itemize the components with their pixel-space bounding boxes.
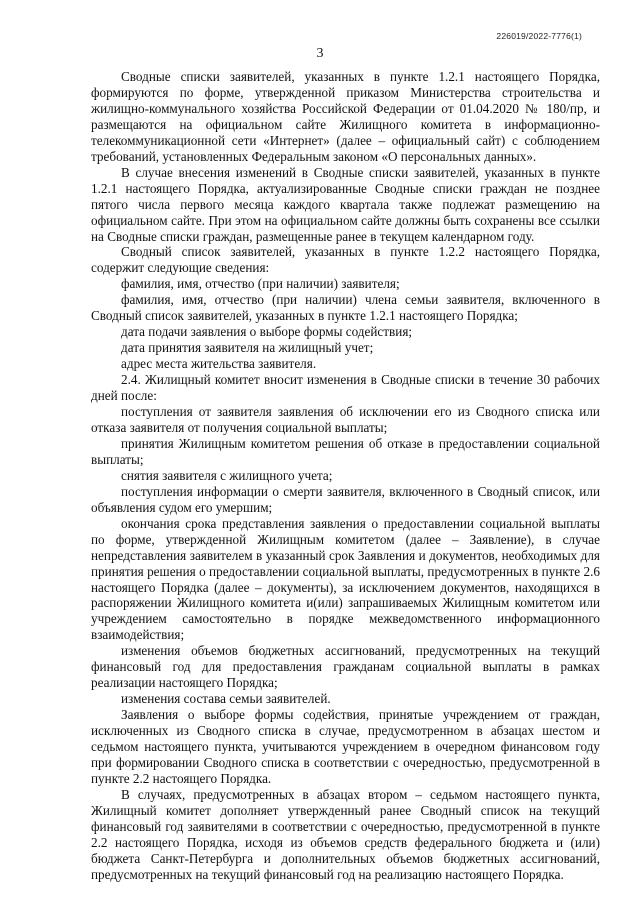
paragraph: Сводные списки заявителей, указанных в пункте 1.2.1 настоящего Порядка, формируются по форме, утвержденной приказом Министерства строительства и жилищно-коммунального хозяйства Российской Федерации от 01.04.2020 № 180/пр, и размещаются на официальном сайте Жилищного комитета в информационно-телекоммуникационной сети «Интернет» (далее – официальный сайт) с соблюдением требований, установленных Федеральным законом «О персональных данных». [91, 69, 600, 164]
list-item: поступления информации о смерти заявителя, включенного в Сводный список, или объявления судом его умершим; [91, 483, 600, 515]
list-item: изменения объемов бюджетных ассигнований, предусмотренных на текущий финансовый год для предоставления гражданам социальной выплаты в рамках реализации настоящего Порядка; [91, 643, 600, 691]
list-item: изменения состава семьи заявителей. [121, 691, 331, 707]
document-body [91, 69, 600, 883]
list-item: дата подачи заявления о выборе формы содействия; [121, 324, 413, 340]
paragraph: Заявления о выборе формы содействия, принятые учреждением от граждан, исключенных из Сводного списка в случае, предусмотренном в абзацах шестом и седьмом настоящего пункта, учитываются учреждением в очередном финансовом году при формировании Сводного списка в соответствии с очередностью, предусмотренной в пункте 2.2 настоящего Порядка. [91, 707, 600, 786]
paragraph: В случаях, предусмотренных в абзацах втором – седьмом настоящего пункта, Жилищный комитет дополняет утвержденный ранее Сводный список на текущий финансовый год заявителями в соответствии с очередностью, предусмотренной в пункте 2.2 настоящего Порядка, исходя из объемов средств федерального бюджета и (или) бюджета Санкт-Петербурга и дополнительных объемов бюджетных ассигнований, предусмотренных на текущий финансовый год на реализацию настоящего Порядка. [91, 786, 600, 882]
document-registration-number: 226019/2022-7776(1) [496, 31, 582, 41]
paragraph: Сводный список заявителей, указанных в пункте 1.2.2 настоящего Порядка, содержит следующие сведения: [91, 244, 600, 276]
list-item: фамилия, имя, отчество (при наличии) члена семьи заявителя, включенного в Сводный список заявителей, указанных в пункте 1.2.1 настоящего Порядка; [91, 292, 600, 324]
list-item: принятия Жилищным комитетом решения об отказе в предоставлении социальной выплаты; [91, 435, 600, 467]
list-item: снятия заявителя с жилищного учета; [121, 467, 333, 483]
list-item: фамилия, имя, отчество (при наличии) заявителя; [121, 276, 400, 292]
list-item: окончания срока представления заявления о предоставлении социальной выплаты по форме, утвержденной Жилищным комитетом (далее – Заявление), в случае непредставления заявителем в указанный срок Заявления и документов, необходимых для принятия решения о предоставлении социальной выплаты, предусмотренных в пункте 2.6 настоящего Порядка (далее – документы), за исключением документов, находящихся в распоряжении Жилищного комитета и(или) запрашиваемых Жилищным комитетом или учреждением самостоятельно в порядке межведомственного информационного взаимодействия; [91, 515, 600, 643]
list-item: поступления от заявителя заявления об исключении его из Сводного списка или отказа заявителя от получения социальной выплаты; [91, 404, 600, 435]
paragraph: В случае внесения изменений в Сводные списки заявителей, указанных в пункте 1.2.1 настоящего Порядка, актуализированные Сводные списки граждан не позднее пятого числа первого месяца каждого квартала также подлежат размещению на официальном сайте. При этом на официальном сайте должны быть сохранены все ссылки на Сводные списки граждан, размещенные ранее в текущем календарном году. [91, 164, 600, 244]
list-item: дата принятия заявителя на жилищный учет; [121, 340, 374, 356]
list-item: адрес места жительства заявителя. [121, 356, 317, 372]
paragraph: 2.4. Жилищный комитет вносит изменения в Сводные списки в течение 30 рабочих дней после: [91, 372, 600, 404]
page-number: 3 [316, 46, 324, 61]
